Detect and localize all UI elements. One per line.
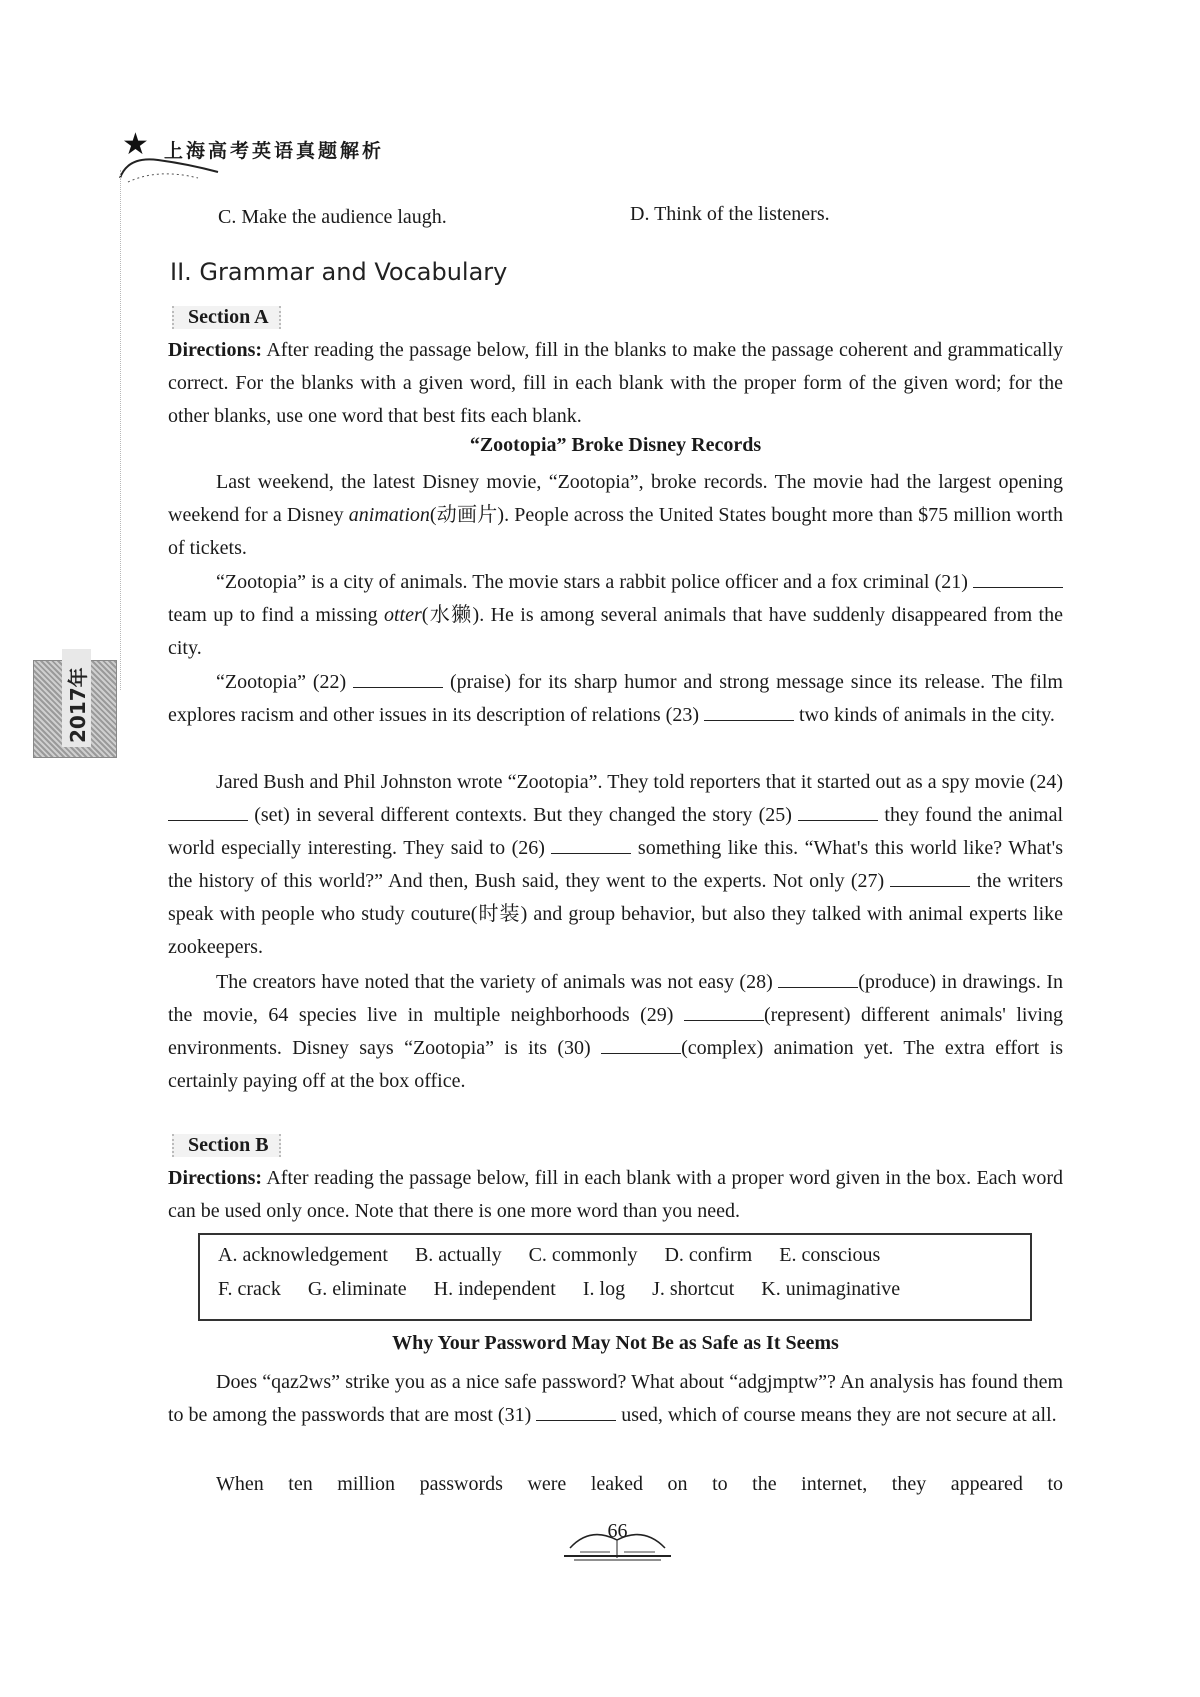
blank-22[interactable] xyxy=(353,669,443,688)
blank-25[interactable] xyxy=(798,802,878,821)
option-c: C. Make the audience laugh. xyxy=(218,206,447,228)
word-option: I. log xyxy=(582,1278,626,1300)
section-b-label: Section B xyxy=(172,1134,281,1157)
word-bank-box xyxy=(198,1233,1032,1321)
passage-a-title: “Zootopia” Broke Disney Records xyxy=(469,434,762,456)
passage-a-paragraph-4 xyxy=(168,766,1063,964)
paragraph-text: something like this. “What's this world like? What's the history of this world?” And then, Bush said, they went to the experts. Not only (27) xyxy=(168,837,1063,892)
word-option: A. acknowledgement xyxy=(218,1244,388,1266)
paragraph-text: two kinds of animals in the city. xyxy=(794,704,1055,726)
blank-28[interactable] xyxy=(778,969,858,988)
section-a-label: Section A xyxy=(172,306,281,329)
word-option: J. shortcut xyxy=(652,1278,735,1300)
passage-a-paragraph-5 xyxy=(168,966,1063,1098)
star-icon: ★ xyxy=(122,128,149,161)
section-a-directions xyxy=(168,334,1063,433)
paragraph-text: team up to find a missing xyxy=(168,604,384,626)
paragraph-text: the writers speak with people who study couture(时装) and group behavior, but also they talked with animal experts like zookeepers. xyxy=(168,870,1063,958)
word-option: E. conscious xyxy=(779,1244,881,1266)
word-option: B. actually xyxy=(414,1244,502,1266)
paragraph-text: Does “qaz2ws” strike you as a nice safe password? What about “adgjmptw”? An analysis has found them to be among the passwords that are most (31) xyxy=(168,1371,1063,1426)
passage-a-paragraph-1 xyxy=(168,466,1063,565)
paragraph-text: (complex) animation yet. The extra effort is certainly paying off at the box office. xyxy=(168,1037,1063,1092)
paragraph-text: Jared Bush and Phil Johnston wrote “Zootopia”. They told reporters that it started out as a spy movie (24) xyxy=(216,771,1063,793)
blank-23[interactable] xyxy=(704,702,794,721)
blank-21[interactable] xyxy=(973,569,1063,588)
blank-27[interactable] xyxy=(890,868,970,887)
paragraph-text: (set) in several different contexts. But they changed the story (25) xyxy=(248,804,799,826)
year-side-tab xyxy=(33,660,117,758)
book-title: 上海高考英语真题解析 xyxy=(164,140,385,162)
page-footer xyxy=(560,1518,675,1568)
blank-29[interactable] xyxy=(684,1002,764,1021)
option-d: D. Think of the listeners. xyxy=(630,203,830,225)
paragraph-text: The creators have noted that the variety of animals was not easy (28) xyxy=(216,971,779,993)
passage-b-title: Why Your Password May Not Be as Safe as It Seems xyxy=(392,1332,839,1354)
passage-b-paragraph-1 xyxy=(168,1366,1063,1432)
page-number: 66 xyxy=(607,1520,628,1542)
word-option: F. crack xyxy=(218,1278,281,1300)
passage-a-paragraph-2 xyxy=(168,566,1063,665)
blank-26[interactable] xyxy=(551,835,631,854)
paragraph-text: (represent) different animals' living environments. Disney says “Zootopia” is its (30) xyxy=(168,1004,1063,1059)
word-bank-row-1 xyxy=(218,1244,902,1267)
part-title: II. Grammar and Vocabulary xyxy=(170,258,508,286)
paragraph-text: (动画片). People across the United States bought more than $75 million worth of tickets. xyxy=(168,504,1063,559)
word-option: H. independent xyxy=(433,1278,556,1300)
word-option: K. unimaginative xyxy=(761,1278,901,1300)
year-label: 2017年 xyxy=(62,649,91,747)
paragraph-text: Last weekend, the latest Disney movie, “Zootopia”, broke records. The movie had the largest opening weekend for a Disney xyxy=(168,471,1063,526)
paragraph-text: (水獭). He is among several animals that have suddenly disappeared from the city. xyxy=(168,604,1063,659)
word-option: D. confirm xyxy=(664,1244,753,1266)
directions-text: After reading the passage below, fill in each blank with a proper word given in the box. Each word can be used only once. Note that there is one more word than you need. xyxy=(168,1167,1063,1222)
paragraph-text: “Zootopia” (22) xyxy=(216,671,354,693)
paragraph-text: (praise) for its sharp humor and strong message since its release. The film explores racism and other issues in its description of relations (23) xyxy=(168,671,1063,726)
blank-30[interactable] xyxy=(601,1035,681,1054)
blank-24[interactable] xyxy=(168,802,248,821)
paragraph-text: they found the animal world especially interesting. They said to (26) xyxy=(168,804,1064,859)
directions-text: After reading the passage below, fill in the blanks to make the passage coherent and grammatically correct. For the blanks with a given word, fill in each blank with the proper form of the given word; for the other blanks, use one word that best fits each blank. xyxy=(168,339,1063,427)
book-header xyxy=(118,130,438,190)
section-b-directions xyxy=(168,1162,1063,1228)
binding-edge xyxy=(120,170,121,690)
paragraph-text: “Zootopia” is a city of animals. The movie stars a rabbit police officer and a fox criminal (21) xyxy=(216,571,973,593)
paragraph-text: used, which of course means they are not secure at all. xyxy=(616,1404,1057,1426)
directions-label: Directions: xyxy=(168,1167,263,1189)
passage-a-paragraph-3 xyxy=(168,666,1063,732)
word-bank-row-2 xyxy=(218,1278,922,1301)
italic-word: otter xyxy=(383,604,422,626)
word-option: G. eliminate xyxy=(307,1278,407,1300)
blank-31[interactable] xyxy=(536,1402,616,1421)
italic-word: animation xyxy=(348,504,430,526)
word-option: C. commonly xyxy=(528,1244,638,1266)
passage-b-paragraph-2: When ten million passwords were leaked on to the internet, they appeared to xyxy=(216,1473,1063,1495)
directions-label: Directions: xyxy=(168,339,263,361)
paragraph-text: (produce) in drawings. In the movie, 64 species live in multiple neighborhoods (29) xyxy=(168,971,1063,1026)
